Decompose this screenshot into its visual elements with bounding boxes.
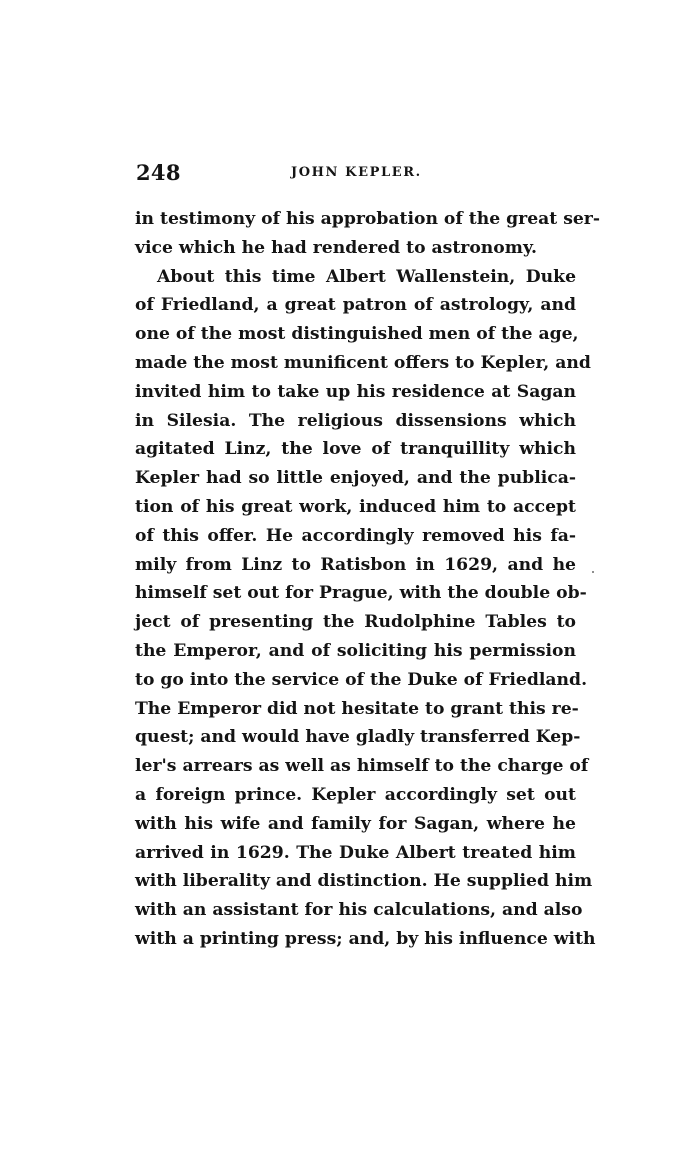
- text-line: in testimony of his approbation of the great ser-: [135, 209, 600, 229]
- text-line: Kepler had so little enjoyed, and the publica-: [135, 468, 576, 489]
- text-line: The Emperor did not hesitate to grant this re-: [135, 698, 579, 719]
- text-line: himself set out for Prague, with the double ob-: [135, 583, 587, 604]
- text-line: ject of presenting the Rudolphine Tables to: [135, 612, 576, 633]
- text-line: to go into the service of the Duke of Friedland.: [135, 669, 588, 690]
- paragraph-first-line: About this time Albert Wallenstein, Duke: [157, 266, 576, 287]
- text-line: ler's arrears as well as himself to the charge of: [135, 756, 589, 777]
- text-line: quest; and would have gladly transferred Kep-: [135, 727, 581, 748]
- text-line: arrived in 1629. The Duke Albert treated him: [135, 842, 576, 863]
- text-line: of Friedland, a great patron of astrology, and: [135, 295, 576, 316]
- text-line: with his wife and family for Sagan, where he: [135, 813, 576, 834]
- text-line: agitated Linz, the love of tranquillity which: [135, 439, 576, 460]
- text-line: invited him to take up his residence at Sagan: [135, 381, 576, 402]
- text-line: with a printing press; and, by his influence with: [135, 928, 596, 949]
- text-line: with an assistant for his calculations, and also: [135, 900, 583, 921]
- running-head: [136, 160, 576, 188]
- running-title: JOHN KEPLER.: [291, 165, 422, 180]
- text-line: vice which he had rendered to astronomy.: [135, 237, 537, 258]
- text-line: a foreign prince. Kepler accordingly set out: [135, 784, 576, 805]
- scan-speck: [592, 571, 594, 573]
- text-line: of this offer. He accordingly removed his fa-: [135, 525, 576, 546]
- text-line: with liberality and distinction. He supplied him: [135, 871, 593, 892]
- text-line: mily from Linz to Ratisbon in 1629, and he: [135, 554, 576, 575]
- text-line: made the most munificent offers to Kepler, and: [135, 352, 591, 373]
- text-line: in Silesia. The religious dissensions which: [135, 410, 576, 431]
- text-line: tion of his great work, induced him to accept: [135, 496, 576, 517]
- body-text: [135, 205, 600, 954]
- page-number: 248: [136, 160, 181, 185]
- text-line: the Emperor, and of soliciting his permission: [135, 640, 576, 661]
- text-line: one of the most distinguished men of the age,: [135, 324, 579, 345]
